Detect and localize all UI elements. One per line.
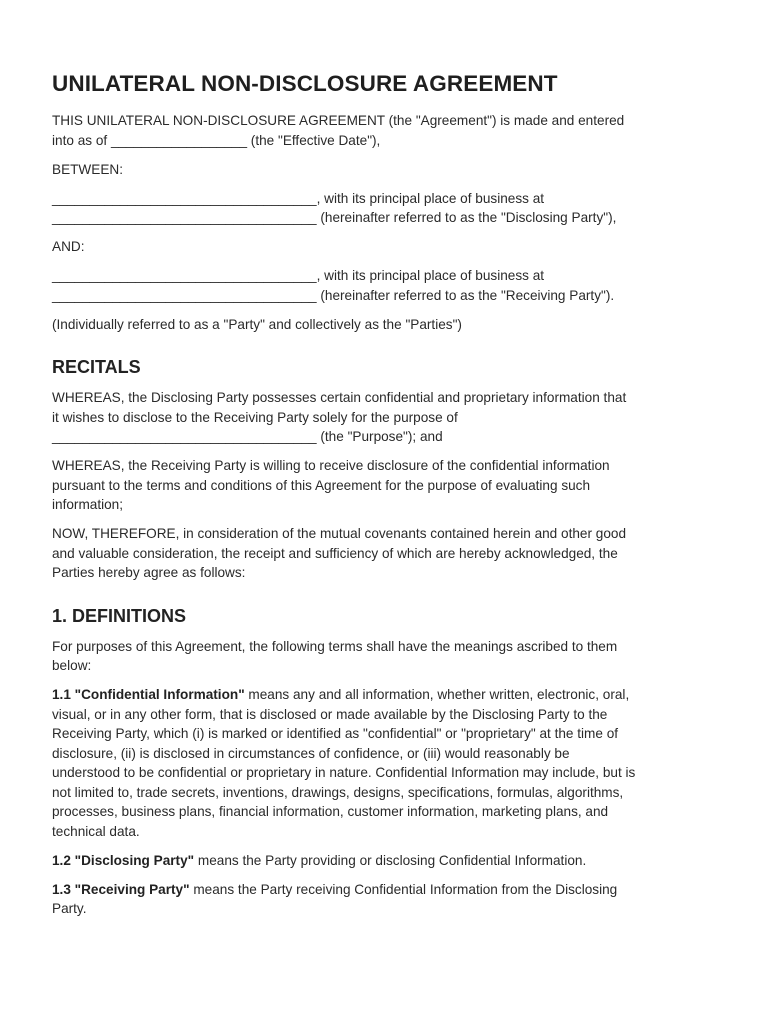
definition-line: processes, business plans, financial information, customer information, marketing plans, and — [52, 804, 609, 819]
definitions-intro-line: For purposes of this Agreement, the following terms shall have the meanings ascribed to them — [52, 638, 618, 654]
definition-text: means the Party receiving Confidential Information from the Disclosing — [189, 881, 618, 897]
definition-line — [52, 851, 722, 871]
definition-line: disclosure, (ii) is disclosed in circumstances of confidence, or (iii) would reasonably be — [52, 745, 570, 761]
definitions-intro — [52, 637, 722, 676]
definition-term: 1.1 "Confidential Information" — [52, 687, 245, 702]
definition-line: technical data. — [52, 823, 140, 839]
recital-line: pursuant to the terms and conditions of this Agreement for the purpose of evaluating such — [52, 477, 591, 493]
definition-line — [52, 880, 722, 900]
definition-1-2 — [52, 851, 722, 871]
definition-line: Receiving Party, which (i) is marked or identified as "confidential" or "proprietary" at the time of — [52, 726, 619, 741]
between-label: BETWEEN: — [52, 161, 123, 177]
intro-paragraph — [52, 111, 722, 150]
disclosing-party-line: ___________________________________, with its principal place of business at — [52, 190, 545, 206]
definitions-intro-line: below: — [52, 658, 92, 673]
intro-line: THIS UNILATERAL NON-DISCLOSURE AGREEMENT (the "Agreement") is made and entered — [52, 113, 625, 128]
definition-line — [52, 685, 722, 705]
recitals-heading: RECITALS — [52, 357, 141, 377]
definition-term: 1.2 "Disclosing Party" — [52, 852, 195, 868]
definition-line: not limited to, trade secrets, inventions, drawings, designs, specifications, formulas, algorithms, — [52, 784, 624, 800]
and-label: AND: — [52, 239, 85, 254]
receiving-party-line: ___________________________________ (hereinafter referred to as the "Receiving Party"). — [52, 287, 615, 303]
definition-1-1 — [52, 685, 722, 841]
recital-line: and valuable consideration, the receipt and sufficiency of which are hereby acknowledged, the — [52, 545, 618, 561]
intro-line: into as of __________________ (the "Effective Date"), — [52, 132, 381, 148]
recital-line: it wishes to disclose to the Receiving Party solely for the purpose of — [52, 409, 458, 425]
definition-1-3 — [52, 880, 722, 919]
parties-note: (Individually referred to as a "Party" and collectively as the "Parties") — [52, 316, 462, 332]
recital-line: ___________________________________ (the "Purpose"); and — [52, 429, 443, 444]
definition-term: 1.3 "Receiving Party" — [52, 881, 190, 897]
definition-line: visual, or in any other form, that is disclosed or made available by the Disclosing Party to the — [52, 706, 608, 722]
recital-line: NOW, THEREFORE, in consideration of the mutual covenants contained herein and other good — [52, 526, 627, 541]
definition-text: means any and all information, whether written, electronic, oral, — [244, 687, 630, 702]
definition-text: means the Party providing or disclosing Confidential Information. — [194, 852, 587, 868]
recital-line: Parties hereby agree as follows: — [52, 565, 246, 580]
receiving-party-block — [52, 266, 722, 305]
recital-line: information; — [52, 497, 124, 512]
disclosing-party-block — [52, 189, 722, 228]
document-title: UNILATERAL NON-DISCLOSURE AGREEMENT — [52, 71, 558, 96]
whereas-paragraph-2 — [52, 456, 722, 515]
definition-line: understood to be confidential or proprietary in nature. Confidential Information may include, but is — [52, 765, 636, 780]
disclosing-party-line: ___________________________________ (hereinafter referred to as the "Disclosing Party"), — [52, 210, 617, 225]
now-therefore-paragraph — [52, 524, 722, 583]
receiving-party-line: ___________________________________, with its principal place of business at — [52, 268, 545, 283]
whereas-paragraph-1 — [52, 388, 722, 447]
recital-line: WHEREAS, the Receiving Party is willing to receive disclosure of the confidential information — [52, 458, 610, 473]
document-page — [52, 68, 722, 928]
recital-line: WHEREAS, the Disclosing Party possesses certain confidential and proprietary information that — [52, 390, 627, 405]
definition-line: Party. — [52, 901, 87, 916]
definitions-heading: 1. DEFINITIONS — [52, 605, 187, 626]
